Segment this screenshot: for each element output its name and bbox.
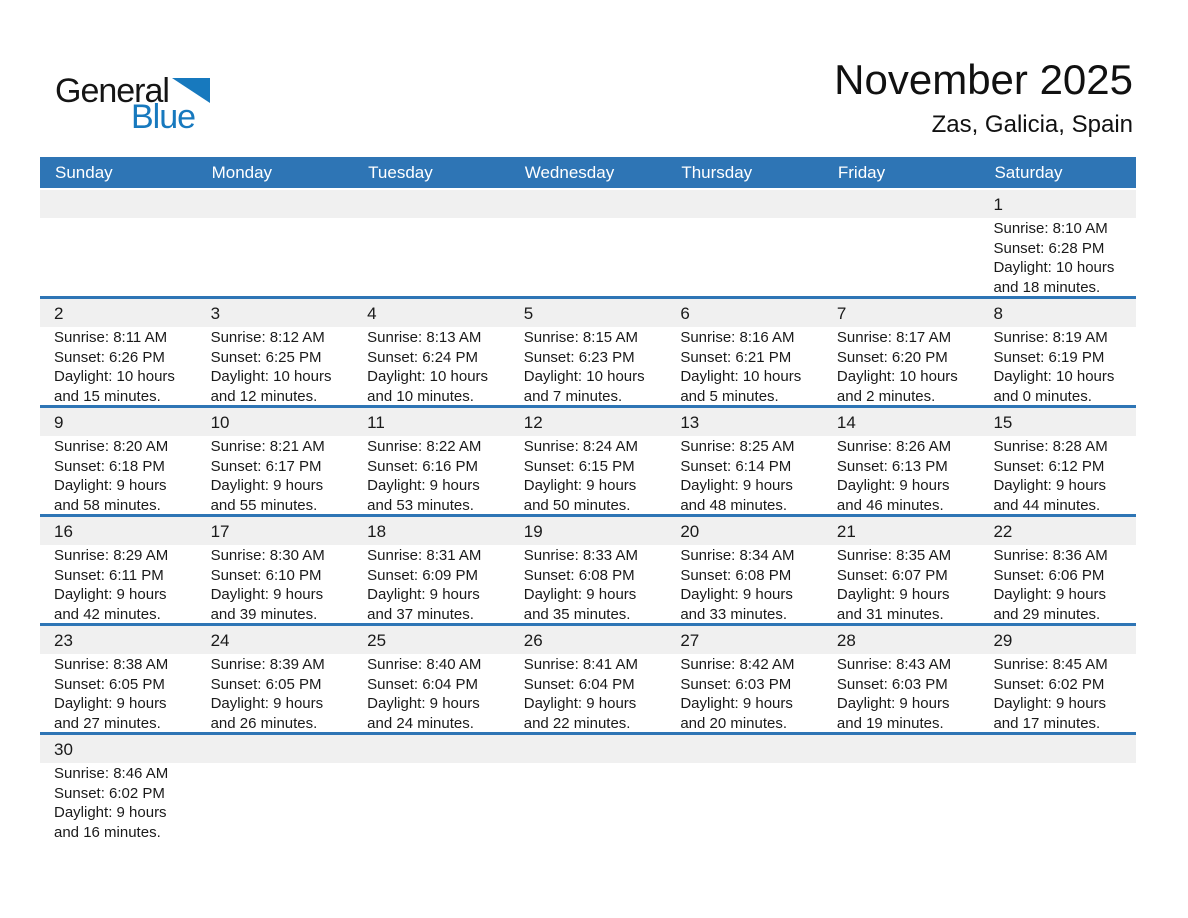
month-title: November 2025	[834, 56, 1133, 103]
day-info-line: Sunset: 6:28 PM	[993, 239, 1105, 257]
day-info-line: and 39 minutes.	[210, 605, 318, 623]
day-info-line: Sunrise: 8:20 AM	[54, 438, 169, 455]
day-info-line: Sunset: 6:12 PM	[993, 457, 1105, 475]
day-info-line: Sunset: 6:11 PM	[54, 566, 164, 584]
day-info-line: Sunset: 6:03 PM	[836, 675, 948, 693]
day-cell-empty	[823, 763, 980, 841]
day-info-line: Sunset: 6:14 PM	[680, 457, 792, 475]
details-strip	[40, 654, 1136, 732]
day-info-line: Daylight: 9 hours	[54, 586, 167, 603]
day-info-line: Daylight: 9 hours	[680, 695, 793, 712]
day-cell-21	[823, 545, 980, 623]
day-cell-2	[40, 327, 197, 405]
day-info-line: Sunrise: 8:12 AM	[210, 329, 325, 346]
date-number-19: 19	[523, 522, 543, 541]
day-info-line: Daylight: 9 hours	[993, 477, 1107, 494]
day-info-line: Daylight: 9 hours	[367, 586, 480, 603]
day-info-line: Sunrise: 8:21 AM	[210, 438, 325, 455]
day-info-line: and 18 minutes.	[993, 278, 1101, 296]
day-info-line: Sunset: 6:03 PM	[680, 675, 792, 693]
day-info-line: and 50 minutes.	[523, 496, 631, 514]
day-info-line: and 24 minutes.	[367, 714, 474, 732]
day-cell-17	[197, 545, 354, 623]
day-info-line: Sunset: 6:21 PM	[680, 348, 792, 366]
day-cell-5	[510, 327, 667, 405]
day-info-line: Daylight: 9 hours	[367, 477, 480, 494]
day-info-line: Daylight: 9 hours	[54, 804, 167, 821]
day-cell-24	[197, 654, 354, 732]
day-info-line: and 2 minutes.	[836, 387, 936, 405]
date-number-empty	[979, 735, 1136, 763]
day-info-line: Sunrise: 8:46 AM	[54, 765, 169, 782]
day-info-line: Daylight: 9 hours	[836, 695, 950, 712]
day-cell-10	[197, 436, 354, 514]
day-cell-empty	[666, 763, 823, 841]
date-number-12: 12	[523, 413, 543, 432]
day-info-line: Sunrise: 8:19 AM	[993, 329, 1108, 346]
day-cell-18	[353, 545, 510, 623]
day-info-line: Daylight: 9 hours	[210, 586, 324, 603]
day-info-line: Sunrise: 8:29 AM	[54, 547, 169, 564]
day-cell-empty	[510, 763, 667, 841]
day-info-line: Daylight: 9 hours	[367, 695, 480, 712]
day-info-line: Daylight: 9 hours	[54, 695, 167, 712]
day-cell-15	[979, 436, 1136, 514]
day-info-line: Sunset: 6:06 PM	[993, 566, 1105, 584]
day-cell-6	[666, 327, 823, 405]
day-cell-22	[979, 545, 1136, 623]
day-info-line: Sunrise: 8:11 AM	[54, 329, 168, 346]
day-info-line: Sunrise: 8:31 AM	[367, 547, 482, 564]
day-info-line: Sunset: 6:02 PM	[54, 784, 165, 802]
day-info-line: Sunrise: 8:13 AM	[367, 329, 482, 346]
weekday-header-wednesday: Wednesday	[524, 163, 615, 182]
details-strip	[40, 545, 1136, 623]
weekday-header-thursday: Thursday	[681, 163, 753, 182]
day-cell-3	[197, 327, 354, 405]
day-info-line: Sunset: 6:13 PM	[836, 457, 948, 475]
day-cell-19	[510, 545, 667, 623]
date-number-17: 17	[210, 522, 230, 541]
title-block	[834, 56, 1133, 139]
date-number-5: 5	[523, 304, 534, 323]
day-info-line: Sunset: 6:02 PM	[993, 675, 1105, 693]
day-cell-26	[510, 654, 667, 732]
date-number-empty	[197, 190, 354, 218]
day-info-line: Sunrise: 8:25 AM	[680, 438, 795, 455]
day-cell-empty	[197, 763, 354, 841]
day-info-line: Daylight: 10 hours	[836, 368, 958, 385]
location-subtitle: Zas, Galicia, Spain	[931, 111, 1133, 139]
date-number-6: 6	[680, 304, 690, 323]
date-number-empty	[40, 190, 197, 218]
day-cell-7	[823, 327, 980, 405]
date-number-15: 15	[993, 413, 1013, 432]
day-info-line: Sunset: 6:08 PM	[523, 566, 635, 584]
day-info-line: and 55 minutes.	[210, 496, 318, 514]
day-info-line: Daylight: 10 hours	[993, 368, 1115, 385]
day-info-line: Sunset: 6:04 PM	[523, 675, 635, 693]
day-cell-8	[979, 327, 1136, 405]
week-row-5	[40, 623, 1136, 732]
date-number-7: 7	[836, 304, 847, 323]
day-info-line: Daylight: 9 hours	[523, 586, 637, 603]
day-info-line: Sunset: 6:05 PM	[54, 675, 165, 693]
date-number-9: 9	[54, 413, 64, 432]
day-info-line: and 15 minutes.	[54, 387, 161, 405]
details-strip	[40, 218, 1136, 296]
date-strip	[40, 517, 1136, 545]
date-number-empty	[197, 735, 354, 763]
day-info-line: Daylight: 10 hours	[993, 259, 1115, 276]
day-info-line: and 5 minutes.	[680, 387, 779, 405]
date-number-13: 13	[680, 413, 700, 432]
day-info-line: Daylight: 10 hours	[54, 368, 175, 385]
day-info-line: and 29 minutes.	[993, 605, 1101, 623]
day-cell-empty	[353, 763, 510, 841]
date-number-1: 1	[993, 195, 1003, 214]
day-cell-empty	[666, 218, 823, 296]
day-info-line: Daylight: 9 hours	[836, 477, 950, 494]
week-row-1	[40, 190, 1136, 296]
day-info-line: Sunset: 6:09 PM	[367, 566, 479, 584]
day-info-line: Daylight: 9 hours	[993, 695, 1107, 712]
day-cell-23	[40, 654, 197, 732]
date-number-14: 14	[836, 413, 856, 432]
date-number-29: 29	[993, 631, 1013, 650]
date-number-empty	[510, 190, 667, 218]
day-info-line: Daylight: 9 hours	[993, 586, 1107, 603]
day-cell-1	[979, 218, 1136, 296]
day-info-line: Sunset: 6:08 PM	[680, 566, 792, 584]
day-info-line: and 20 minutes.	[680, 714, 788, 732]
day-info-line: and 17 minutes.	[993, 714, 1101, 732]
day-cell-empty	[823, 218, 980, 296]
day-cell-29	[979, 654, 1136, 732]
day-info-line: Sunset: 6:04 PM	[367, 675, 479, 693]
date-number-10: 10	[210, 413, 230, 432]
day-info-line: Sunrise: 8:33 AM	[523, 547, 638, 564]
day-cell-11	[353, 436, 510, 514]
date-number-3: 3	[210, 304, 221, 323]
day-info-line: Sunset: 6:10 PM	[210, 566, 322, 584]
day-info-line: Sunrise: 8:30 AM	[210, 547, 325, 564]
calendar-body	[40, 190, 1136, 841]
day-cell-25	[353, 654, 510, 732]
day-info-line: and 7 minutes.	[523, 387, 623, 405]
day-info-line: Sunrise: 8:24 AM	[523, 438, 638, 455]
date-number-empty	[823, 735, 980, 763]
weekday-header-tuesday: Tuesday	[368, 163, 433, 182]
date-number-empty	[353, 190, 510, 218]
day-cell-empty	[979, 763, 1136, 841]
day-info-line: and 10 minutes.	[367, 387, 474, 405]
day-info-line: Sunrise: 8:42 AM	[680, 656, 795, 673]
week-row-4	[40, 514, 1136, 623]
day-info-line: and 16 minutes.	[54, 823, 161, 841]
day-cell-30	[40, 763, 197, 841]
day-info-line: Daylight: 10 hours	[367, 368, 489, 385]
day-info-line: Sunset: 6:07 PM	[836, 566, 948, 584]
day-info-line: and 27 minutes.	[54, 714, 161, 732]
date-number-2: 2	[54, 304, 64, 323]
day-cell-4	[353, 327, 510, 405]
day-info-line: Daylight: 9 hours	[210, 477, 324, 494]
day-info-line: and 46 minutes.	[836, 496, 944, 514]
date-number-11: 11	[367, 413, 385, 432]
day-info-line: and 12 minutes.	[210, 387, 318, 405]
logo-text-general: General	[55, 72, 169, 110]
day-info-line: Daylight: 9 hours	[836, 586, 950, 603]
day-info-line: Daylight: 9 hours	[523, 695, 637, 712]
weekday-header-row	[40, 157, 1136, 188]
day-info-line: Daylight: 10 hours	[680, 368, 802, 385]
day-info-line: and 44 minutes.	[993, 496, 1101, 514]
day-cell-14	[823, 436, 980, 514]
day-info-line: Sunrise: 8:43 AM	[836, 656, 952, 673]
day-cell-empty	[353, 218, 510, 296]
date-strip	[40, 190, 1136, 218]
date-number-8: 8	[993, 304, 1003, 323]
day-info-line: and 42 minutes.	[54, 605, 161, 623]
day-info-line: and 37 minutes.	[367, 605, 474, 623]
week-row-3	[40, 405, 1136, 514]
date-number-21: 21	[836, 522, 856, 541]
logo-text-blue: Blue	[131, 98, 196, 136]
day-cell-27	[666, 654, 823, 732]
day-info-line: and 22 minutes.	[523, 714, 631, 732]
day-info-line: and 35 minutes.	[523, 605, 631, 623]
day-info-line: Sunrise: 8:16 AM	[680, 329, 795, 346]
day-cell-28	[823, 654, 980, 732]
date-number-28: 28	[836, 631, 856, 650]
day-cell-empty	[40, 218, 197, 296]
date-number-4: 4	[367, 304, 377, 323]
day-info-line: Sunrise: 8:38 AM	[54, 656, 169, 673]
calendar-table	[40, 157, 1136, 841]
date-number-empty	[666, 735, 823, 763]
date-number-27: 27	[680, 631, 700, 650]
day-info-line: Sunset: 6:15 PM	[523, 457, 635, 475]
day-cell-empty	[197, 218, 354, 296]
date-number-30: 30	[54, 740, 73, 759]
day-cell-16	[40, 545, 197, 623]
day-cell-13	[666, 436, 823, 514]
date-number-16: 16	[54, 522, 73, 541]
day-info-line: Sunset: 6:18 PM	[54, 457, 165, 475]
general-blue-logo	[55, 74, 210, 134]
day-info-line: Sunrise: 8:35 AM	[836, 547, 952, 564]
day-info-line: Sunrise: 8:41 AM	[523, 656, 638, 673]
day-info-line: Daylight: 9 hours	[523, 477, 637, 494]
date-number-empty	[666, 190, 823, 218]
day-info-line: Sunset: 6:19 PM	[993, 348, 1105, 366]
day-info-line: Sunset: 6:05 PM	[210, 675, 322, 693]
day-info-line: Daylight: 10 hours	[210, 368, 332, 385]
date-strip	[40, 299, 1136, 327]
week-row-6	[40, 732, 1136, 841]
date-strip	[40, 626, 1136, 654]
weekday-header-friday: Friday	[837, 163, 886, 182]
weekday-header-sunday: Sunday	[55, 163, 113, 182]
details-strip	[40, 436, 1136, 514]
details-strip	[40, 763, 1136, 841]
date-number-22: 22	[993, 522, 1013, 541]
date-number-empty	[823, 190, 980, 218]
day-info-line: Sunset: 6:20 PM	[836, 348, 948, 366]
date-number-23: 23	[54, 631, 73, 650]
date-number-20: 20	[680, 522, 700, 541]
day-info-line: Sunset: 6:17 PM	[210, 457, 322, 475]
day-info-line: Sunset: 6:25 PM	[210, 348, 322, 366]
day-info-line: Sunrise: 8:10 AM	[993, 220, 1108, 237]
day-info-line: Daylight: 9 hours	[680, 586, 793, 603]
day-info-line: Sunrise: 8:36 AM	[993, 547, 1108, 564]
day-info-line: Sunset: 6:26 PM	[54, 348, 165, 366]
day-info-line: Sunrise: 8:39 AM	[210, 656, 325, 673]
day-info-line: and 19 minutes.	[836, 714, 944, 732]
day-info-line: and 53 minutes.	[367, 496, 474, 514]
details-strip	[40, 327, 1136, 405]
day-info-line: and 58 minutes.	[54, 496, 161, 514]
day-info-line: Daylight: 9 hours	[680, 477, 793, 494]
day-info-line: and 48 minutes.	[680, 496, 788, 514]
day-info-line: Daylight: 9 hours	[210, 695, 324, 712]
day-info-line: and 0 minutes.	[993, 387, 1092, 405]
day-info-line: Sunrise: 8:45 AM	[993, 656, 1108, 673]
day-cell-20	[666, 545, 823, 623]
day-info-line: and 26 minutes.	[210, 714, 318, 732]
day-info-line: and 31 minutes.	[836, 605, 944, 623]
day-info-line: Sunrise: 8:22 AM	[367, 438, 482, 455]
day-info-line: and 33 minutes.	[680, 605, 788, 623]
day-cell-empty	[510, 218, 667, 296]
day-info-line: Daylight: 10 hours	[523, 368, 645, 385]
date-number-empty	[353, 735, 510, 763]
day-info-line: Sunset: 6:24 PM	[367, 348, 479, 366]
date-number-25: 25	[367, 631, 387, 650]
day-cell-12	[510, 436, 667, 514]
date-strip	[40, 735, 1136, 763]
day-info-line: Sunrise: 8:28 AM	[993, 438, 1108, 455]
week-row-2	[40, 296, 1136, 405]
day-cell-9	[40, 436, 197, 514]
date-strip	[40, 408, 1136, 436]
day-info-line: Sunrise: 8:15 AM	[523, 329, 638, 346]
day-info-line: Sunrise: 8:26 AM	[836, 438, 952, 455]
weekday-header-monday: Monday	[211, 163, 273, 182]
day-info-line: Sunset: 6:16 PM	[367, 457, 479, 475]
date-number-24: 24	[210, 631, 230, 650]
date-number-26: 26	[523, 631, 543, 650]
day-info-line: Sunrise: 8:17 AM	[836, 329, 952, 346]
weekday-header-saturday: Saturday	[994, 163, 1063, 182]
day-info-line: Daylight: 9 hours	[54, 477, 167, 494]
day-info-line: Sunrise: 8:40 AM	[367, 656, 482, 673]
date-number-18: 18	[367, 522, 387, 541]
date-number-empty	[510, 735, 667, 763]
day-info-line: Sunset: 6:23 PM	[523, 348, 635, 366]
day-info-line: Sunrise: 8:34 AM	[680, 547, 795, 564]
